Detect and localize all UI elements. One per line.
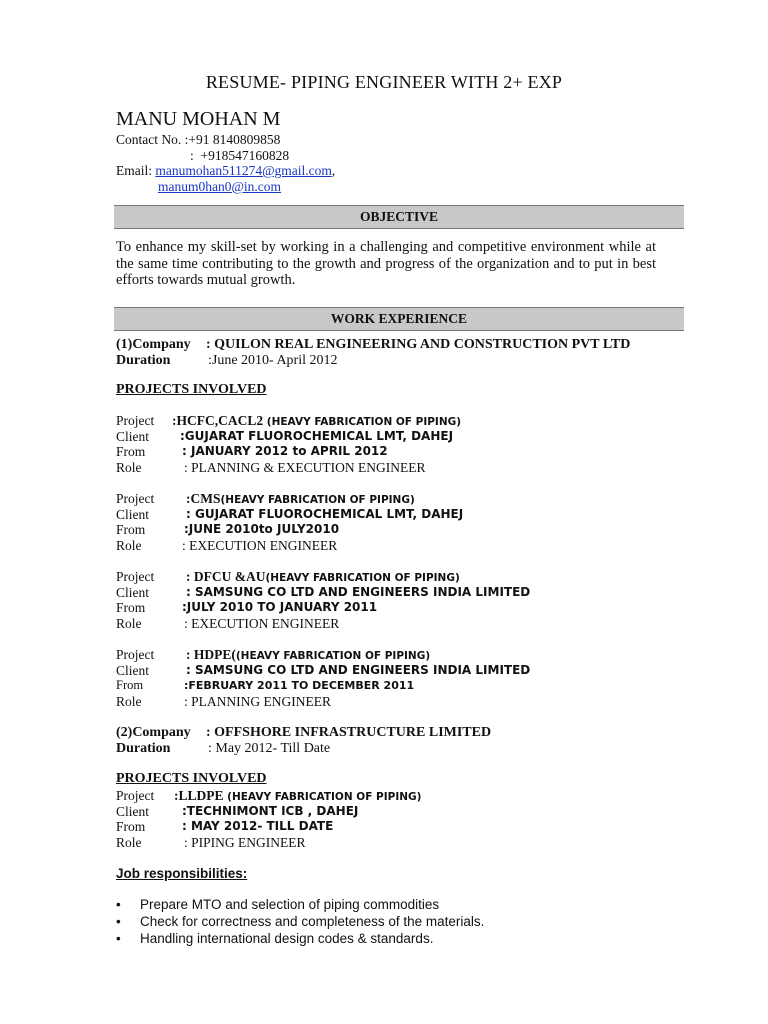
email-line-2 bbox=[116, 179, 335, 195]
project-client: : GUJARAT FLUOROCHEMICAL LMT, DAHEJ bbox=[186, 506, 464, 521]
list-item: • Check for correctness and completeness of the materials. bbox=[116, 914, 485, 929]
project-from: : JANUARY 2012 to APRIL 2012 bbox=[182, 444, 388, 459]
email-primary-link[interactable]: manumohan511274@gmail.com bbox=[155, 163, 332, 178]
email-secondary-link[interactable]: manum0han0@in.com bbox=[158, 178, 282, 194]
resume-page: RESUME- PIPING ENGINEER WITH 2+ EXP MANU MOHAN M Contact No. :+91 8140809858 : +918547160828 Email: manumohan511274@gmail.com, manum0han0@in.com OBJECTIVE To enhance my skill-set by working in a challenging and competitive environment while at the same time contributing to the growth and progress of the organization and to put in best efforts towards mutual growth. WORK EXPERIENCE (1)Company : QUILON REAL ENGINEERING AND CONSTRUCTION PVT LTD Duration :June 2010- April 2012 PROJECTS INVOLVED Project :HCFC,CACL2 (HEAVY FABRICATION OF PIPING) Client :GUJARAT FLUOROCHEMICAL LMT, DAHEJ From : JANUARY 2012 to APRIL 2012 Role : PLANNING & EXECUTION ENGINEER Project :CMS(HEAVY FABRICATION OF PIPING) Client : GUJARAT FLUOROCHEMICAL LMT, DAHEJ From :JUNE 2010to JULY2010 Role : EXECUTION ENGINEER Project : DFCU &AU(HEAVY FABRICATION OF PIPING) Client : SAMSUNG CO LTD AND ENGINEERS INDIA LIMITED From :JULY 2010 TO JANUARY 2011 Role : EXECUTION ENGINEER Project : HDPE((HEAVY FABRICATION OF PIPING) Client : SAMSUNG CO LTD AND ENGINEERS INDIA LIMITED From :FEBRUARY 2011 TO DECEMBER 2011 Role : PLANNING ENGINEER (2)Company : OFFSHORE INFRASTRUCTURE LIMITED Duration : May 2012- Till Date PROJECTS INVOLVED Project :LLDPE (HEAVY FABRICATION OF PIPING) Client :TECHNIMONT ICB , DAHEJ From : MAY 2012- TILL DATE Role : PIPING ENGINEER Job responsibilities: • Prepare MTO and selection of piping commodities • Check for correctness and completeness of the materials. • Handling international design codes & standards. bbox=[0, 0, 768, 1024]
document-title: RESUME- PIPING ENGINEER WITH 2+ EXP bbox=[205, 72, 563, 92]
contact-block bbox=[116, 132, 335, 194]
projects-involved-heading-2: PROJECTS INVOLVED bbox=[116, 771, 267, 786]
objective-text: To enhance my skill-set by working in a challenging and competitive environment while at the same time contributing to the growth and progress of the organization and to put in best efforts towards mutual growth. bbox=[116, 239, 656, 288]
duration-value: :June 2010- April 2012 bbox=[208, 353, 338, 368]
project-role: : PLANNING ENGINEER bbox=[184, 694, 331, 710]
contact-label: Contact No. : bbox=[116, 132, 189, 147]
project-client: : SAMSUNG CO LTD AND ENGINEERS INDIA LIMITED bbox=[186, 584, 531, 599]
project-client: : SAMSUNG CO LTD AND ENGINEERS INDIA LIMITED bbox=[186, 662, 531, 677]
project-name: :CMS(HEAVY FABRICATION OF PIPING) bbox=[186, 491, 415, 506]
project-name: :HCFC,CACL2 (HEAVY FABRICATION OF PIPING) bbox=[172, 413, 462, 428]
project-from: :JUNE 2010to JULY2010 bbox=[184, 522, 340, 537]
duration-label: Duration bbox=[116, 741, 171, 756]
project-client: :TECHNIMONT ICB , DAHEJ bbox=[182, 803, 359, 818]
phone-primary: +91 8140809858 bbox=[188, 132, 281, 147]
project-role: : EXECUTION ENGINEER bbox=[184, 616, 340, 632]
company-label: (2)Company bbox=[116, 725, 191, 740]
project-name: : HDPE((HEAVY FABRICATION OF PIPING) bbox=[186, 647, 431, 662]
company-label: (1)Company bbox=[116, 337, 191, 352]
company-name: : OFFSHORE INFRASTRUCTURE LIMITED bbox=[206, 725, 492, 740]
project-role: : PIPING ENGINEER bbox=[184, 835, 306, 851]
duration-label: Duration bbox=[116, 353, 171, 368]
candidate-name: MANU MOHAN M bbox=[116, 108, 281, 130]
phone-line-1 bbox=[116, 132, 335, 148]
bullet-icon: • bbox=[116, 914, 121, 929]
projects-involved-heading-1: PROJECTS INVOLVED bbox=[116, 382, 267, 397]
responsibilities-list bbox=[116, 896, 484, 947]
project-from: :FEBRUARY 2011 TO DECEMBER 2011 bbox=[184, 679, 415, 693]
list-item: • Handling international design codes & standards. bbox=[116, 931, 434, 946]
email-label: Email: bbox=[116, 163, 152, 178]
project-client: :GUJARAT FLUOROCHEMICAL LMT, DAHEJ bbox=[180, 428, 454, 443]
work-experience-heading: WORK EXPERIENCE bbox=[114, 307, 684, 331]
project-role: : EXECUTION ENGINEER bbox=[182, 538, 338, 554]
project-from: :JULY 2010 TO JANUARY 2011 bbox=[182, 600, 378, 615]
phone-line-2: : +918547160828 bbox=[190, 147, 290, 163]
bullet-icon: • bbox=[116, 931, 121, 946]
project-role: : PLANNING & EXECUTION ENGINEER bbox=[184, 460, 426, 476]
bullet-icon: • bbox=[116, 897, 121, 912]
company-name: : QUILON REAL ENGINEERING AND CONSTRUCTION PVT LTD bbox=[206, 337, 631, 352]
objective-heading: OBJECTIVE bbox=[114, 205, 684, 229]
project-name: : DFCU &AU(HEAVY FABRICATION OF PIPING) bbox=[186, 569, 460, 584]
phone-secondary: +918547160828 bbox=[200, 147, 290, 163]
project-from: : MAY 2012- TILL DATE bbox=[182, 819, 334, 834]
duration-value: : May 2012- Till Date bbox=[208, 741, 331, 756]
project-name: :LLDPE (HEAVY FABRICATION OF PIPING) bbox=[174, 788, 422, 803]
email-line-1: Email: manumohan511274@gmail.com, bbox=[116, 163, 336, 178]
job-responsibilities-heading: Job responsibilities: bbox=[116, 866, 248, 881]
list-item: • Prepare MTO and selection of piping commodities bbox=[116, 897, 440, 912]
